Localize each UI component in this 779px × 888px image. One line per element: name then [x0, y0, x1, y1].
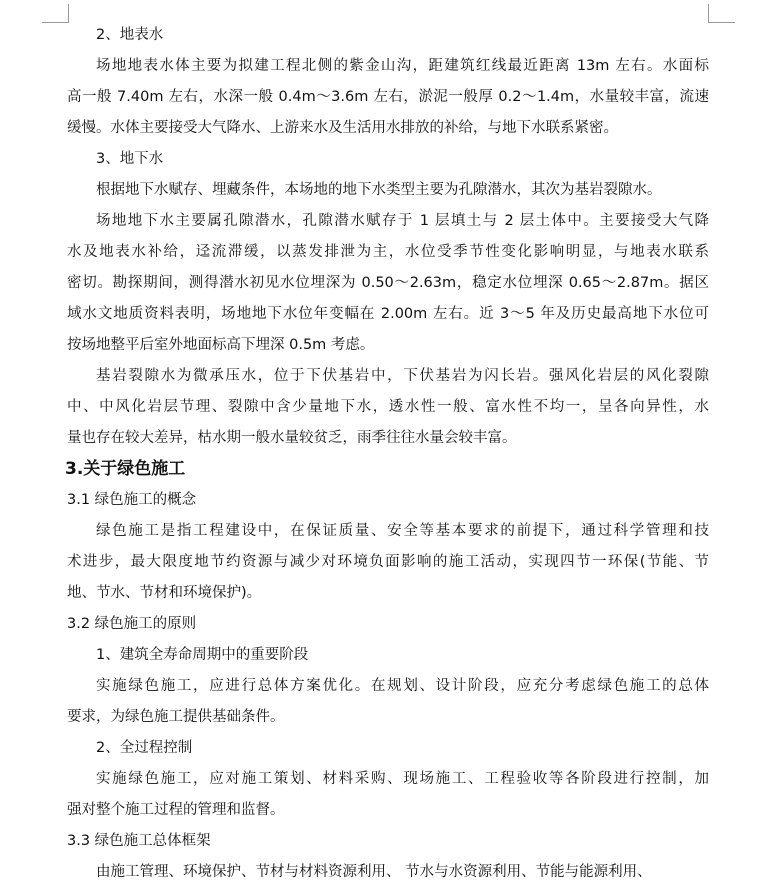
subsection-heading: 3.3 绿色施工总体框架	[67, 833, 211, 849]
paragraph-line: 实施绿色施工，应进行总体方案优化。在规划、设计阶段，应充分考虑绿色施工的总体	[96, 678, 709, 694]
paragraph-line: 术进步，最大限度地节约资源与减少对环境负面影响的施工活动，实现四节一环保(节能、节	[67, 554, 709, 570]
item-heading: 3、地下水	[96, 151, 164, 167]
subsection-heading: 3.2 绿色施工的原则	[67, 616, 197, 632]
paragraph-line: 场地地表水体主要为拟建工程北侧的紫金山沟，距建筑红线最近距离 13m 左右。水面标	[96, 58, 709, 74]
section-heading: 3.关于绿色施工	[65, 459, 186, 479]
paragraph-line: 绿色施工是指工程建设中，在保证质量、安全等基本要求的前提下，通过科学管理和技	[96, 523, 709, 539]
page-corner-mark-top-left	[42, 4, 69, 23]
paragraph-line: 中、中风化岩层节理、裂隙中含少量地下水，透水性一般、富水性不均一，呈各向异性，水	[67, 399, 709, 415]
paragraph-line: 强对整个施工过程的管理和监督。	[67, 802, 285, 818]
item-heading: 2、全过程控制	[96, 740, 193, 756]
paragraph-line: 地、节水、节材和环境保护)。	[67, 585, 262, 601]
paragraph-line: 由施工管理、环境保护、节材与材料资源利用、 节水与水资源利用、节能与能源利用、	[96, 864, 652, 880]
paragraph-line: 实施绿色施工，应对施工策划、材料采购、现场施工、工程验收等各阶段进行控制，加	[96, 771, 709, 787]
paragraph-line: 密切。勘探期间，测得潜水初见水位埋深为 0.50～2.63m，稳定水位埋深 0.65～2.87m。据区	[67, 275, 709, 291]
paragraph-line: 根据地下水赋存、埋藏条件，本场地的地下水类型主要为孔隙潜水，其次为基岩裂隙水。	[96, 182, 662, 198]
document-body[interactable]	[67, 20, 709, 888]
paragraph-line: 缓慢。水体主要接受大气降水、上游来水及生活用水排放的补给，与地下水联系紧密。	[67, 120, 618, 136]
page-corner-mark-top-right	[708, 4, 735, 23]
paragraph-line: 基岩裂隙水为微承压水，位于下伏基岩中，下伏基岩为闪长岩。强风化岩层的风化裂隙	[96, 368, 709, 384]
paragraph-line: 场地地下水主要属孔隙潜水，孔隙潜水赋存于 1 层填土与 2 层土体中。主要接受大气降	[96, 213, 709, 229]
subsection-heading: 3.1 绿色施工的概念	[67, 492, 197, 508]
paragraph-line: 域水文地质资料表明，场地地下水位年变幅在 2.00m 左右。近 3～5 年及历史最高地下水位可	[67, 306, 709, 322]
paragraph-line: 按场地整平后室外地面标高下埋深 0.5m 考虑。	[67, 337, 375, 353]
paragraph-line: 高一般 7.40m 左右，水深一般 0.4m～3.6m 左右，淤泥一般厚 0.2～1.4m，水量较丰富，流速	[67, 89, 709, 105]
paragraph-line: 量也存在较大差异，枯水期一般水量较贫乏，雨季往往水量会较丰富。	[67, 430, 517, 446]
paragraph-line: 水及地表水补给，迳流滞缓，以蒸发排泄为主，水位受季节性变化影响明显，与地表水联系	[67, 244, 709, 260]
item-heading: 2、地表水	[96, 27, 164, 43]
item-heading: 1、建筑全寿命周期中的重要阶段	[96, 647, 309, 663]
paragraph-line: 要求，为绿色施工提供基础条件。	[67, 709, 285, 725]
